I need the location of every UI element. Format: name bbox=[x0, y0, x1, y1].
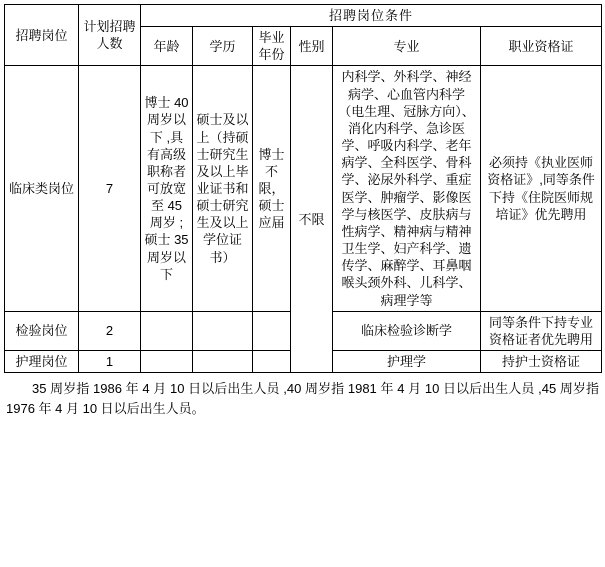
table-row bbox=[5, 66, 602, 311]
row-count: 7 bbox=[79, 66, 141, 311]
row-count: 2 bbox=[79, 311, 141, 350]
row-certificate: 同等条件下持专业资格证者优先聘用 bbox=[481, 311, 602, 350]
table-header-row-1 bbox=[5, 5, 602, 27]
row-grad-year bbox=[253, 350, 291, 372]
row-major: 临床检验诊断学 bbox=[333, 311, 481, 350]
header-major: 专业 bbox=[333, 27, 481, 66]
row-certificate: 必须持《执业医师资格证》,同等条件下持《住院医师规培证》优先聘用 bbox=[481, 66, 602, 311]
row-gender: 不限 bbox=[291, 66, 333, 373]
row-grad-year: 博士不限，硕士应届 bbox=[253, 66, 291, 311]
row-education bbox=[193, 311, 253, 350]
row-major: 护理学 bbox=[333, 350, 481, 372]
recruitment-table bbox=[4, 4, 602, 373]
row-certificate: 持护士资格证 bbox=[481, 350, 602, 372]
row-age bbox=[141, 350, 193, 372]
row-post: 护理岗位 bbox=[5, 350, 79, 372]
header-certificate: 职业资格证 bbox=[481, 27, 602, 66]
row-age: 博士 40 周岁以下 ,具有高级职称者可放宽至 45 周岁 ;硕士 35 周岁以下 bbox=[141, 66, 193, 311]
row-grad-year bbox=[253, 311, 291, 350]
row-major: 内科学、外科学、神经病学、心血管内科学（电生理、冠脉方向）、消化内科学、急诊医学、呼吸内科学、老年病学、全科医学、骨科学、泌尿外科学、重症医学、肿瘤学、影像医学与核医学、皮肤病与性病学、精神病与精神卫生学、妇产科学、遗传学、麻醉学、耳鼻咽喉头颈外科、儿科学、病理学等 bbox=[333, 66, 481, 311]
footnote: 35 周岁指 1986 年 4 月 10 日以后出生人员 ,40 周岁指 1981 年 4 月 10 日以后出生人员 ,45 周岁指 1976 年 4 月 10 日以后出生人员。 bbox=[6, 381, 599, 416]
header-education: 学历 bbox=[193, 27, 253, 66]
row-education bbox=[193, 350, 253, 372]
header-conditions: 招聘岗位条件 bbox=[141, 5, 602, 27]
header-grad-year: 毕业年份 bbox=[253, 27, 291, 66]
row-count: 1 bbox=[79, 350, 141, 372]
header-gender: 性别 bbox=[291, 27, 333, 66]
row-age bbox=[141, 311, 193, 350]
header-plan-count: 计划招聘人数 bbox=[79, 5, 141, 66]
header-age: 年龄 bbox=[141, 27, 193, 66]
row-education: 硕士及以上（持硕士研究生及以上毕业证书和硕士研究生及以上学位证书） bbox=[193, 66, 253, 311]
row-post: 检验岗位 bbox=[5, 311, 79, 350]
row-post: 临床类岗位 bbox=[5, 66, 79, 311]
header-post: 招聘岗位 bbox=[5, 5, 79, 66]
